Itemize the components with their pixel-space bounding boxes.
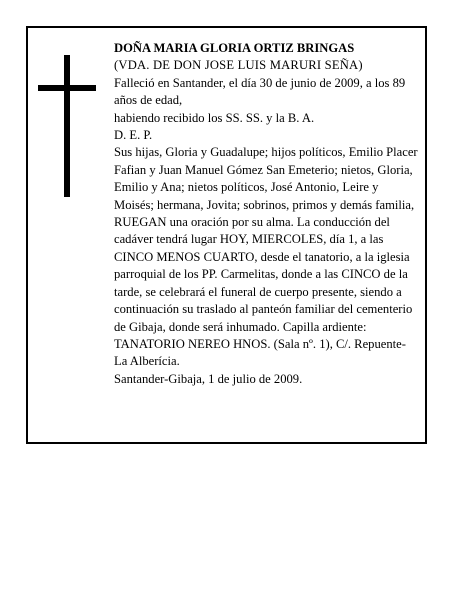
- widow-of: (VDA. DE DON JOSE LUIS MARURI SEÑA): [114, 58, 363, 73]
- deceased-name: DOÑA MARIA GLORIA ORTIZ BRINGAS: [114, 41, 355, 55]
- cross-icon-arm: [38, 85, 96, 91]
- dateline: Santander-Gibaja, 1 de julio de 2009.: [114, 371, 303, 386]
- dep-line: D. E. P.: [114, 128, 153, 143]
- sacraments-line: habiendo recibido los SS. SS. y la B. A.: [114, 110, 315, 125]
- obituary-text: [114, 40, 418, 388]
- family-list: Sus hijas, Gloria y Guadalupe; hijos políticos, Emilio Placer Fafian y Juan Manuel Gómez San Emeterio; nietos, Gloria, Emilio y Ana; nietos políticos, José Antonio, Leire y Moisés; hermana, Jovita; sobrinos, primos y demás familia,: [114, 145, 418, 212]
- death-info: Falleció en Santander, el día 30 de junio de 2009, a los 89 años de edad,: [114, 75, 406, 108]
- funeral-details: RUEGAN una oración por su alma. La conducción del cadáver tendrá lugar HOY, MIERCOLES, día 1, a las CINCO MENOS CUARTO, desde el tanatorio, a la iglesia parroquial de los PP. Carmelitas, donde a las CINCO de la tarde, se celebrará el funeral de cuerpo presente, siendo a continuación su traslado al panteón familiar del cementerio de Gibaja, donde será inhumado. Capilla ardiente: TANATORIO NEREO HNOS. (Sala nº. 1), C/. Repuente-La Alberícia.: [114, 215, 413, 369]
- cross-icon: [64, 55, 70, 197]
